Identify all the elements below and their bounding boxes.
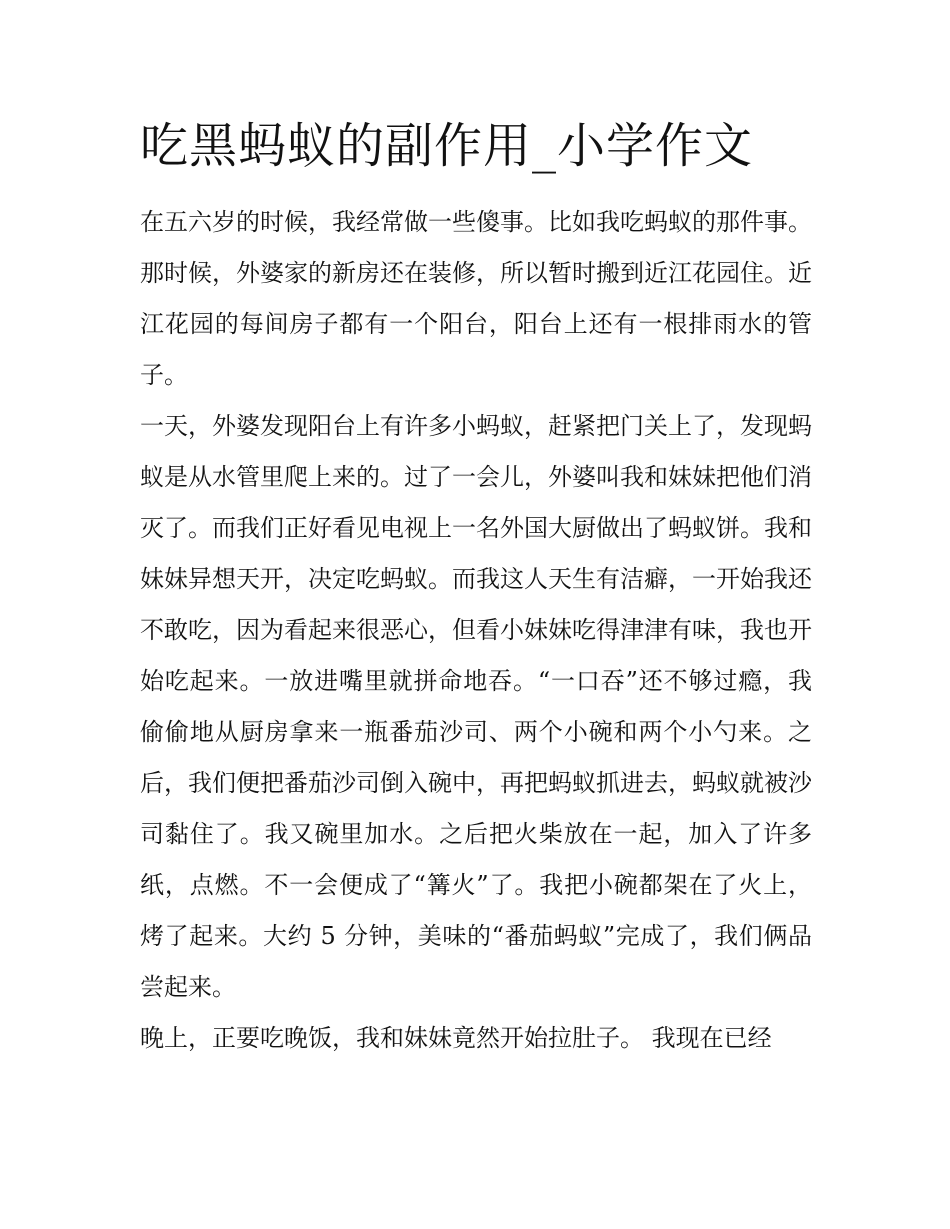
paragraph: 那时候，外婆家的新房还在装修，所以暂时搬到近江花园住。近江花园的每间房子都有一个阳台，阳台上还有一根排雨水的管子。 — [140, 259, 812, 389]
paragraph: 一天，外婆发现阳台上有许多小蚂蚁，赶紧把门关上了，发现蚂蚁是从水管里爬上来的。过了一会儿，外婆叫我和妹妹把他们消灭了。而我们正好看见电视上一名外国大厨做出了蚂蚁饼。我和妹妹异想天开，决定吃蚂蚁。而我这人天生有洁癖，一开始我还不敢吃，因为看起来很恶心，但看小妹妹吃得津津有味，我也开始吃起来。一放进嘴里就拼命地吞。“一口吞”还不够过瘾，我偷偷地从厨房拿来一瓶番茄沙司、两个小碗和两个小勺来。之后，我们便把番茄沙司倒入碗中，再把蚂蚁抓进去，蚂蚁就被沙司黏住了。我又碗里加水。之后把火柴放在一起，加入了许多纸，点燃。不一会便成了“篝火”了。我把小碗都架在了火上，烤了起来。大约 5 分钟，美味的“番茄蚂蚁”完成了，我们俩品尝起来。 — [140, 412, 812, 1001]
paragraph: 晚上，正要吃晚饭，我和妹妹竟然开始拉肚子。 我现在已经 — [140, 1024, 772, 1052]
document-title: 吃黑蚂蚁的副作用_小学作文 — [140, 118, 754, 174]
document-body — [140, 197, 812, 1064]
paragraph: 在五六岁的时候，我经常做一些傻事。比如我吃蚂蚁的那件事。 — [140, 208, 812, 236]
